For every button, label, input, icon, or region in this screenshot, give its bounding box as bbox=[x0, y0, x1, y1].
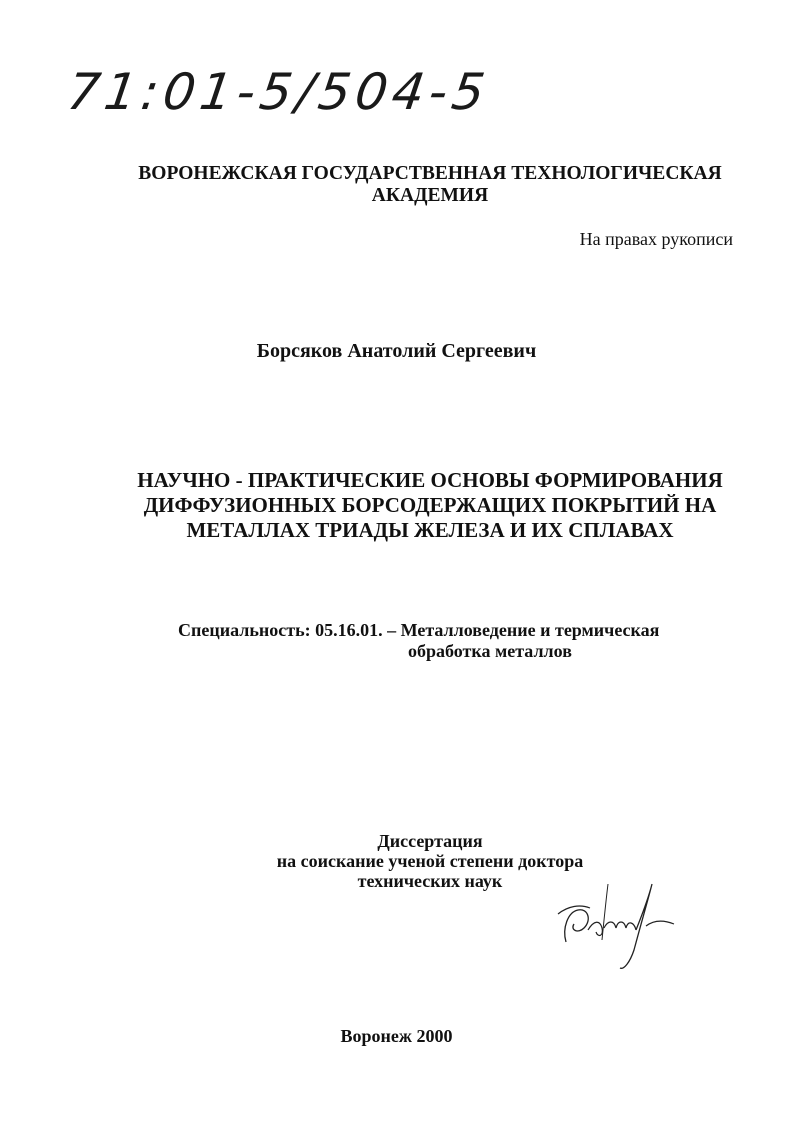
institution-line-2: АКАДЕМИЯ bbox=[371, 185, 489, 206]
dissertation-line-1: Диссертация bbox=[377, 831, 483, 851]
dissertation-title bbox=[80, 468, 780, 543]
institution-name bbox=[100, 163, 760, 207]
manuscript-rights-note: На правах рукописи bbox=[579, 229, 733, 249]
dissertation-line-2: на соискание ученой степени доктора bbox=[276, 851, 584, 871]
specialty-line-1: Специальность: 05.16.01. – Металловедение и термическая bbox=[178, 620, 660, 640]
specialty-line-2: обработка металлов bbox=[408, 641, 572, 661]
title-line-1: НАУЧНО - ПРАКТИЧЕСКИЕ ОСНОВЫ ФОРМИРОВАНИЯ bbox=[137, 468, 723, 492]
title-line-2: ДИФФУЗИОННЫХ БОРСОДЕРЖАЩИХ ПОКРЫТИЙ НА bbox=[143, 493, 717, 517]
handwritten-archive-code: 71:01-5/504-5 bbox=[63, 63, 494, 121]
dissertation-line-3: технических наук bbox=[357, 871, 503, 891]
signature-icon bbox=[548, 880, 678, 970]
institution-line-1: ВОРОНЕЖСКАЯ ГОСУДАРСТВЕННАЯ ТЕХНОЛОГИЧЕСКАЯ bbox=[138, 163, 722, 184]
author-name: Борсяков Анатолий Сергеевич bbox=[256, 340, 537, 362]
title-line-3: МЕТАЛЛАХ ТРИАДЫ ЖЕЛЕЗА И ИХ СПЛАВАХ bbox=[186, 518, 674, 542]
city-and-year: Воронеж 2000 bbox=[340, 1026, 453, 1046]
